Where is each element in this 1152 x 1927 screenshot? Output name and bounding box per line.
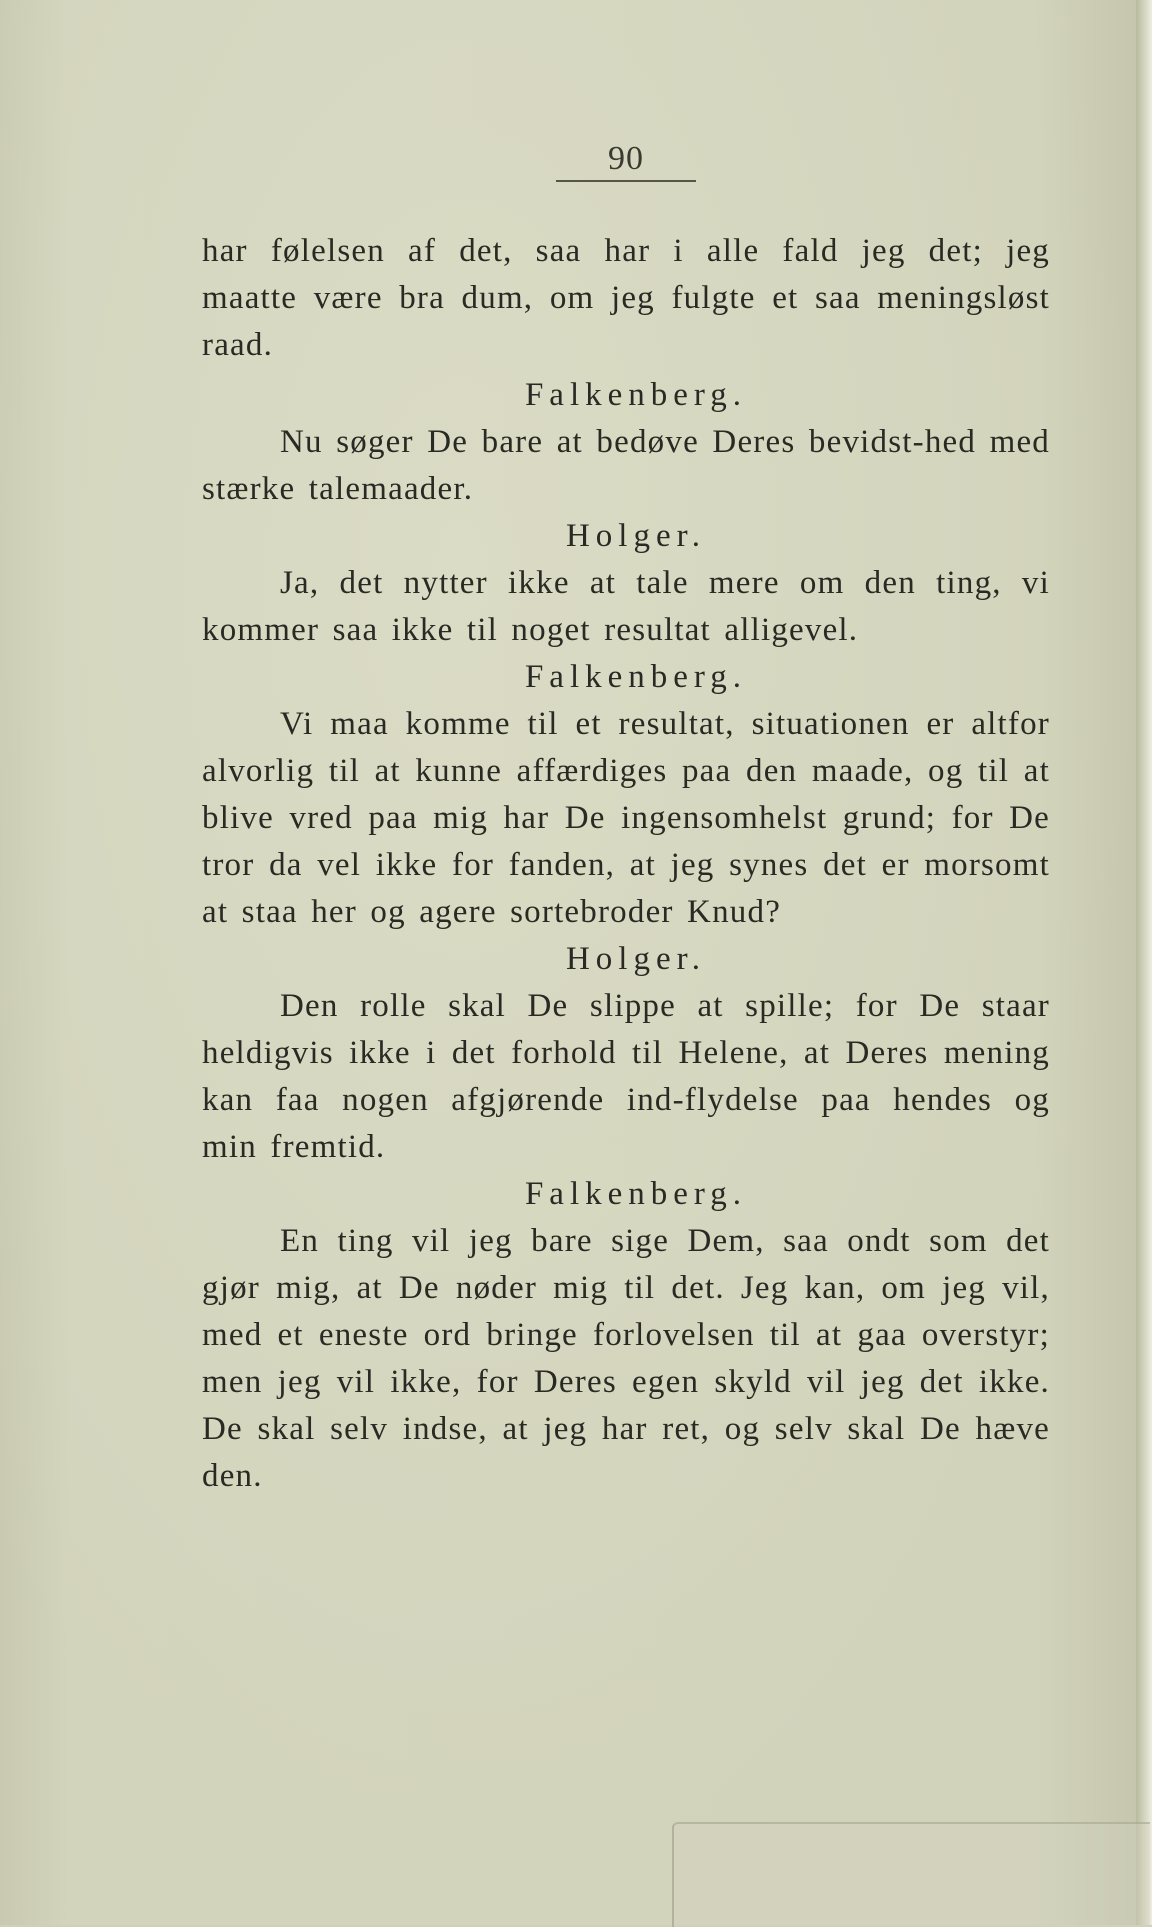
scan-corner-artifact bbox=[672, 1822, 1150, 1927]
speaker-name-falkenberg: Falkenberg. bbox=[524, 659, 748, 695]
speaker-name-holger: Holger. bbox=[565, 941, 707, 977]
paragraph: Den rolle skal De slippe at spille; for De staar heldigvis ikke i det forhold til Helene, at Deres mening kan faa nogen afgjørende ind-flydelse paa hendes og min fremtid. bbox=[202, 988, 1050, 1165]
page-edge bbox=[1136, 0, 1152, 1925]
speaker-name-falkenberg: Falkenberg. bbox=[524, 1176, 748, 1212]
paragraph: Ja, det nytter ikke at tale mere om den ting, vi kommer saa ikke til noget resultat alligevel. bbox=[202, 565, 1050, 648]
dialogue-text bbox=[202, 228, 1050, 1500]
speaker-name-holger: Holger. bbox=[565, 518, 707, 554]
paragraph: Nu søger De bare at bedøve Deres bevidst-hed med stærke talemaader. bbox=[202, 424, 1050, 507]
speaker-name-falkenberg: Falkenberg. bbox=[524, 377, 748, 413]
page-number: 90 bbox=[608, 140, 644, 177]
page-number-rule bbox=[556, 180, 696, 182]
paragraph-continuation: har følelsen af det, saa har i alle fald jeg det; jeg maatte være bra dum, om jeg fulgte et saa meningsløst raad. bbox=[202, 233, 1050, 363]
paragraph: En ting vil jeg bare sige Dem, saa ondt som det gjør mig, at De nøder mig til det. Jeg kan, om jeg vil, med et eneste ord bringe forlovelsen til at gaa overstyr; men jeg vil ikke, for Deres egen skyld vil jeg det ikke. De skal selv indse, at jeg har ret, og selv skal De hæve den. bbox=[202, 1223, 1050, 1494]
paragraph: Vi maa komme til et resultat, situationen er altfor alvorlig til at kunne affærdiges paa den maade, og til at blive vred paa mig har De ingensomhelst grund; for De tror da vel ikke for fanden, at jeg synes det er morsomt at staa her og agere sortebroder Knud? bbox=[202, 706, 1050, 930]
